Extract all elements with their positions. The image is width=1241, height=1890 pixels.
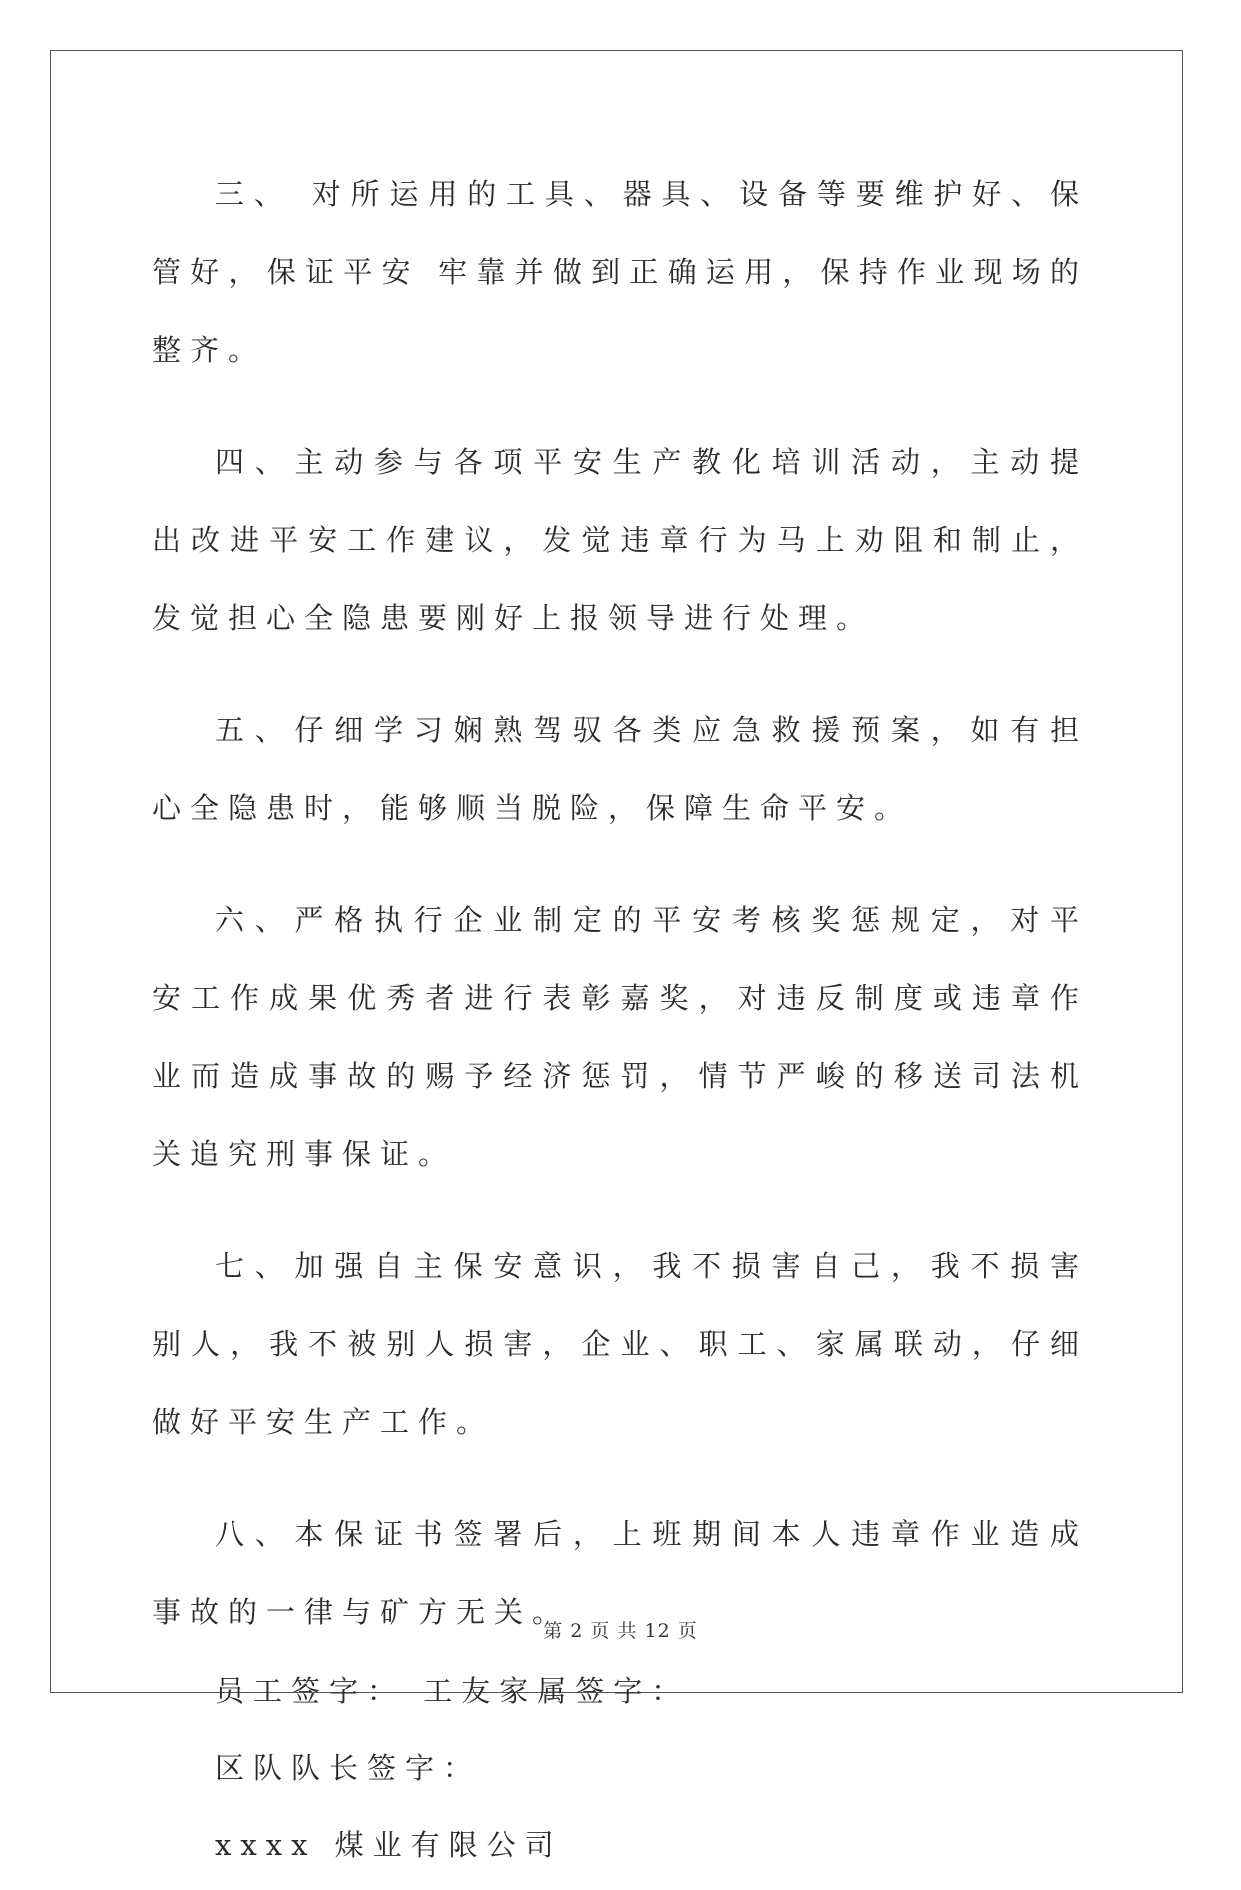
- team-leader-signature-line: 区队队长签字：: [215, 1751, 482, 1785]
- page-footer: 第 2 页 共 12 页: [543, 1620, 698, 1642]
- paragraph-6: 六、严格执行企业制定的平安考核奖惩规定，对平安工作成果优秀者进行表彰嘉奖，对违反制度或违章作业而造成事故的赐予经济惩罚，情节严峻的移送司法机关追究刑事保证。: [152, 903, 1088, 1171]
- paragraph-3: 三、 对所运用的工具、器具、设备等要维护好、保管好，保证平安 牢靠并做到正确运用，保持作业现场的整齐。: [152, 177, 1088, 367]
- paragraph-7: 七、加强自主保安意识，我不损害自己，我不损害别人，我不被别人损害，企业、职工、家属联动，仔细做好平安生产工作。: [152, 1249, 1088, 1439]
- company-name: xxxx 煤业有限公司: [215, 1828, 563, 1862]
- paragraph-4: 四、主动参与各项平安生产教化培训活动，主动提出改进平安工作建议，发觉违章行为马上劝阻和制止，发觉担心全隐患要刚好上报领导进行处理。: [152, 445, 1088, 635]
- paragraph-8: 八、本保证书签署后，上班期间本人违章作业造成事故的一律与矿方无关。: [152, 1517, 1088, 1629]
- employee-family-signature-line: 员工签字： 工友家属签字：: [215, 1674, 690, 1708]
- paragraph-5: 五、仔细学习娴熟驾驭各类应急救援预案，如有担心全隐患时，能够顺当脱险，保障生命平安。: [152, 713, 1088, 825]
